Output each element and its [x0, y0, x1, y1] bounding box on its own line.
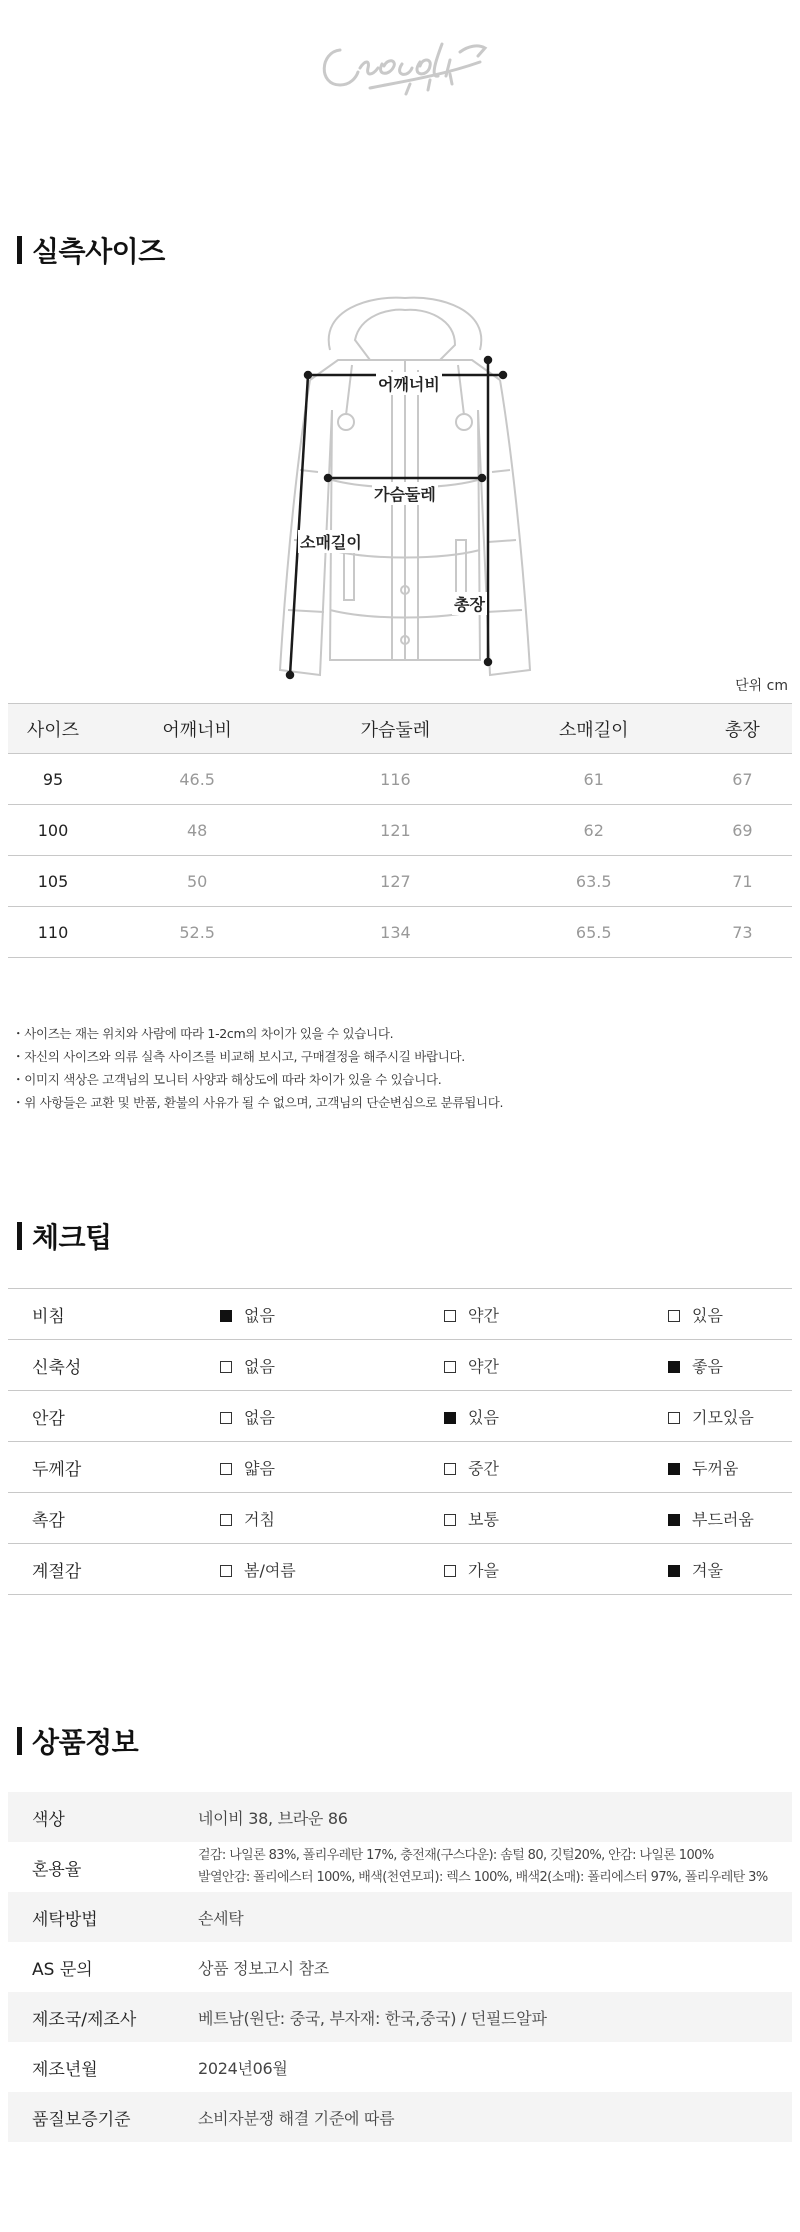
- unchecked-box-icon: [444, 1310, 456, 1322]
- check-tip-option-label: 얇음: [244, 1458, 275, 1478]
- check-tip-option: [220, 1442, 444, 1493]
- header-shoulder: 어깨너비: [98, 704, 296, 754]
- check-tip-row: [8, 1340, 792, 1391]
- header-size: 사이즈: [8, 704, 98, 754]
- table-row: [8, 754, 792, 805]
- header-chest: 가슴둘레: [296, 704, 494, 754]
- check-tip-option-label: 거침: [244, 1509, 275, 1529]
- check-section-title: [17, 1216, 112, 1256]
- check-tip-option: [220, 1391, 444, 1442]
- check-tip-option-label: 기모있음: [692, 1407, 754, 1427]
- check-tip-option-label: 가을: [468, 1560, 499, 1580]
- note-item: ・ 자신의 사이즈와 의류 실측 사이즈를 비교해 보시고, 구매결정을 해주시길 바랍니다.: [12, 1045, 503, 1068]
- check-tip-option: [444, 1442, 668, 1493]
- cell-chest: 121: [296, 805, 494, 856]
- brand-logo: [310, 30, 490, 110]
- check-tip-option-label: 없음: [244, 1305, 275, 1325]
- check-tip-row: [8, 1442, 792, 1493]
- check-tip-option: [444, 1493, 668, 1544]
- info-key: 세탁방법: [32, 1909, 98, 1930]
- info-value: [198, 1892, 792, 1942]
- label-length: 총장: [452, 592, 487, 615]
- info-key: 제조년월: [32, 2059, 98, 2080]
- check-tip-option-label: 겨울: [692, 1560, 723, 1580]
- info-value-line: 겉감: 나일론 83%, 폴리우레탄 17%, 충전재(구스다운): 솜털 80, 깃털20%, 안감: 나일론 100%: [198, 1848, 714, 1863]
- size-notes: [12, 1022, 503, 1114]
- info-key: 색상: [32, 1809, 65, 1830]
- cell-shoulder: 52.5: [98, 907, 296, 958]
- check-tip-option: [444, 1391, 668, 1442]
- check-tip-option: [220, 1493, 444, 1544]
- title-bar: [17, 1727, 22, 1755]
- info-row: [8, 1992, 792, 2042]
- cell-shoulder: 48: [98, 805, 296, 856]
- info-value: [198, 1842, 792, 1892]
- info-title-text: 상품정보: [32, 1726, 139, 1759]
- check-tip-option-label: 없음: [244, 1356, 275, 1376]
- check-tip-row: [8, 1493, 792, 1544]
- check-tip-row: [8, 1544, 792, 1595]
- size-table-header: [8, 704, 792, 754]
- check-tip-option: [444, 1340, 668, 1391]
- check-tip-option: [668, 1544, 792, 1595]
- unchecked-box-icon: [220, 1463, 232, 1475]
- check-tip-label: 계절감: [32, 1561, 82, 1582]
- info-key: 혼용율: [32, 1859, 82, 1880]
- info-value: [198, 1992, 792, 2042]
- check-tip-option: [668, 1391, 792, 1442]
- check-tip-option-label: 두꺼움: [692, 1458, 739, 1478]
- cell-size: 100: [8, 805, 98, 856]
- check-tip-option: [444, 1289, 668, 1340]
- check-tip-option-label: 없음: [244, 1407, 275, 1427]
- cell-sleeve: 63.5: [495, 856, 693, 907]
- check-tip-option-label: 약간: [468, 1305, 499, 1325]
- unchecked-box-icon: [220, 1412, 232, 1424]
- info-value: [198, 2092, 792, 2142]
- info-value-line: 손세탁: [198, 1908, 244, 1928]
- label-chest: 가슴둘레: [372, 482, 438, 505]
- check-tip-option: [220, 1340, 444, 1391]
- check-tip-option: [220, 1289, 444, 1340]
- check-tip-row: [8, 1289, 792, 1340]
- cell-length: 73: [693, 907, 792, 958]
- check-tip-option-label: 약간: [468, 1356, 499, 1376]
- info-value: [198, 2042, 792, 2092]
- checked-box-icon: [668, 1361, 680, 1373]
- checked-box-icon: [444, 1412, 456, 1424]
- unchecked-box-icon: [444, 1565, 456, 1577]
- size-section-title: [17, 230, 165, 270]
- check-tip-option: [668, 1340, 792, 1391]
- check-tip-option-label: 있음: [468, 1407, 499, 1427]
- unchecked-box-icon: [220, 1514, 232, 1526]
- cell-chest: 127: [296, 856, 494, 907]
- info-key: AS 문의: [32, 1959, 93, 1980]
- check-title-text: 체크팁: [32, 1221, 112, 1254]
- header-length: 총장: [693, 704, 792, 754]
- title-bar: [17, 236, 22, 264]
- note-item: ・ 위 사항들은 교환 및 반품, 환불의 사유가 될 수 없으며, 고객님의 단순변심으로 분류됩니다.: [12, 1091, 503, 1114]
- check-tip-option: [220, 1544, 444, 1595]
- size-title-text: 실측사이즈: [32, 235, 165, 268]
- cell-size: 95: [8, 754, 98, 805]
- table-row: [8, 907, 792, 958]
- check-tip-option-label: 봄/여름: [244, 1560, 296, 1580]
- check-tip-option-label: 부드러움: [692, 1509, 754, 1529]
- label-shoulder: 어깨너비: [376, 372, 442, 395]
- info-key: 제조국/제조사: [32, 2009, 137, 2030]
- check-tip-option-label: 중간: [468, 1458, 499, 1478]
- cell-sleeve: 65.5: [495, 907, 693, 958]
- note-item: ・ 사이즈는 재는 위치와 사람에 따라 1-2cm의 차이가 있을 수 있습니다.: [12, 1022, 503, 1045]
- info-value-line: 상품 정보고시 참조: [198, 1958, 329, 1978]
- cell-sleeve: 62: [495, 805, 693, 856]
- info-value-line: 발열안감: 폴리에스터 100%, 배색(천연모피): 렉스 100%, 배색2(소매): 폴리에스터 97%, 폴리우레탄 3%: [198, 1870, 768, 1885]
- info-value-line: 소비자분쟁 해결 기준에 따름: [198, 2108, 395, 2128]
- info-value: [198, 1942, 792, 1992]
- check-tip-option-label: 있음: [692, 1305, 723, 1325]
- cell-size: 105: [8, 856, 98, 907]
- cell-chest: 134: [296, 907, 494, 958]
- checked-box-icon: [220, 1310, 232, 1322]
- header-sleeve: 소매길이: [495, 704, 693, 754]
- info-section-title: [17, 1721, 138, 1761]
- check-tip-option-label: 보통: [468, 1509, 499, 1529]
- check-tip-option: [668, 1289, 792, 1340]
- unchecked-box-icon: [444, 1514, 456, 1526]
- unchecked-box-icon: [444, 1361, 456, 1373]
- checked-box-icon: [668, 1565, 680, 1577]
- info-row: [8, 2042, 792, 2092]
- note-item: ・ 이미지 색상은 고객님의 모니터 사양과 해상도에 따라 차이가 있을 수 있습니다.: [12, 1068, 503, 1091]
- unchecked-box-icon: [668, 1310, 680, 1322]
- checked-box-icon: [668, 1514, 680, 1526]
- unchecked-box-icon: [220, 1361, 232, 1373]
- info-row: [8, 1892, 792, 1942]
- check-tip-table: [8, 1288, 792, 1595]
- cell-length: 67: [693, 754, 792, 805]
- check-tip-option: [444, 1544, 668, 1595]
- table-row: [8, 805, 792, 856]
- check-tip-option: [668, 1442, 792, 1493]
- check-tip-label: 두께감: [32, 1459, 82, 1480]
- size-table: [8, 703, 792, 958]
- info-value-line: 베트남(원단: 중국, 부자재: 한국,중국) / 던필드알파: [198, 2008, 547, 2028]
- cell-shoulder: 50: [98, 856, 296, 907]
- cell-length: 69: [693, 805, 792, 856]
- unit-label: 단위 cm: [735, 678, 788, 694]
- cell-chest: 116: [296, 754, 494, 805]
- cell-length: 71: [693, 856, 792, 907]
- checked-box-icon: [668, 1463, 680, 1475]
- info-value: [198, 1792, 792, 1842]
- check-tip-label: 신축성: [32, 1357, 82, 1378]
- info-row: [8, 1792, 792, 1842]
- check-tip-label: 비침: [32, 1306, 65, 1327]
- table-row: [8, 856, 792, 907]
- info-value-line: 네이비 38, 브라운 86: [198, 1808, 348, 1828]
- info-key: 품질보증기준: [32, 2109, 131, 2130]
- check-tip-option: [668, 1493, 792, 1544]
- info-row: [8, 1942, 792, 1992]
- check-tip-label: 촉감: [32, 1510, 65, 1531]
- info-row: [8, 1842, 792, 1892]
- check-tip-row: [8, 1391, 792, 1442]
- product-info-table: [8, 1792, 792, 2142]
- info-row: [8, 2092, 792, 2142]
- info-value-line: 2024년06월: [198, 2058, 288, 2078]
- cell-sleeve: 61: [495, 754, 693, 805]
- title-bar: [17, 1222, 22, 1250]
- unchecked-box-icon: [220, 1565, 232, 1577]
- label-sleeve: 소매길이: [298, 530, 364, 553]
- unchecked-box-icon: [444, 1463, 456, 1475]
- check-tip-label: 안감: [32, 1408, 65, 1429]
- cell-size: 110: [8, 907, 98, 958]
- cell-shoulder: 46.5: [98, 754, 296, 805]
- check-tip-option-label: 좋음: [692, 1356, 723, 1376]
- unchecked-box-icon: [668, 1412, 680, 1424]
